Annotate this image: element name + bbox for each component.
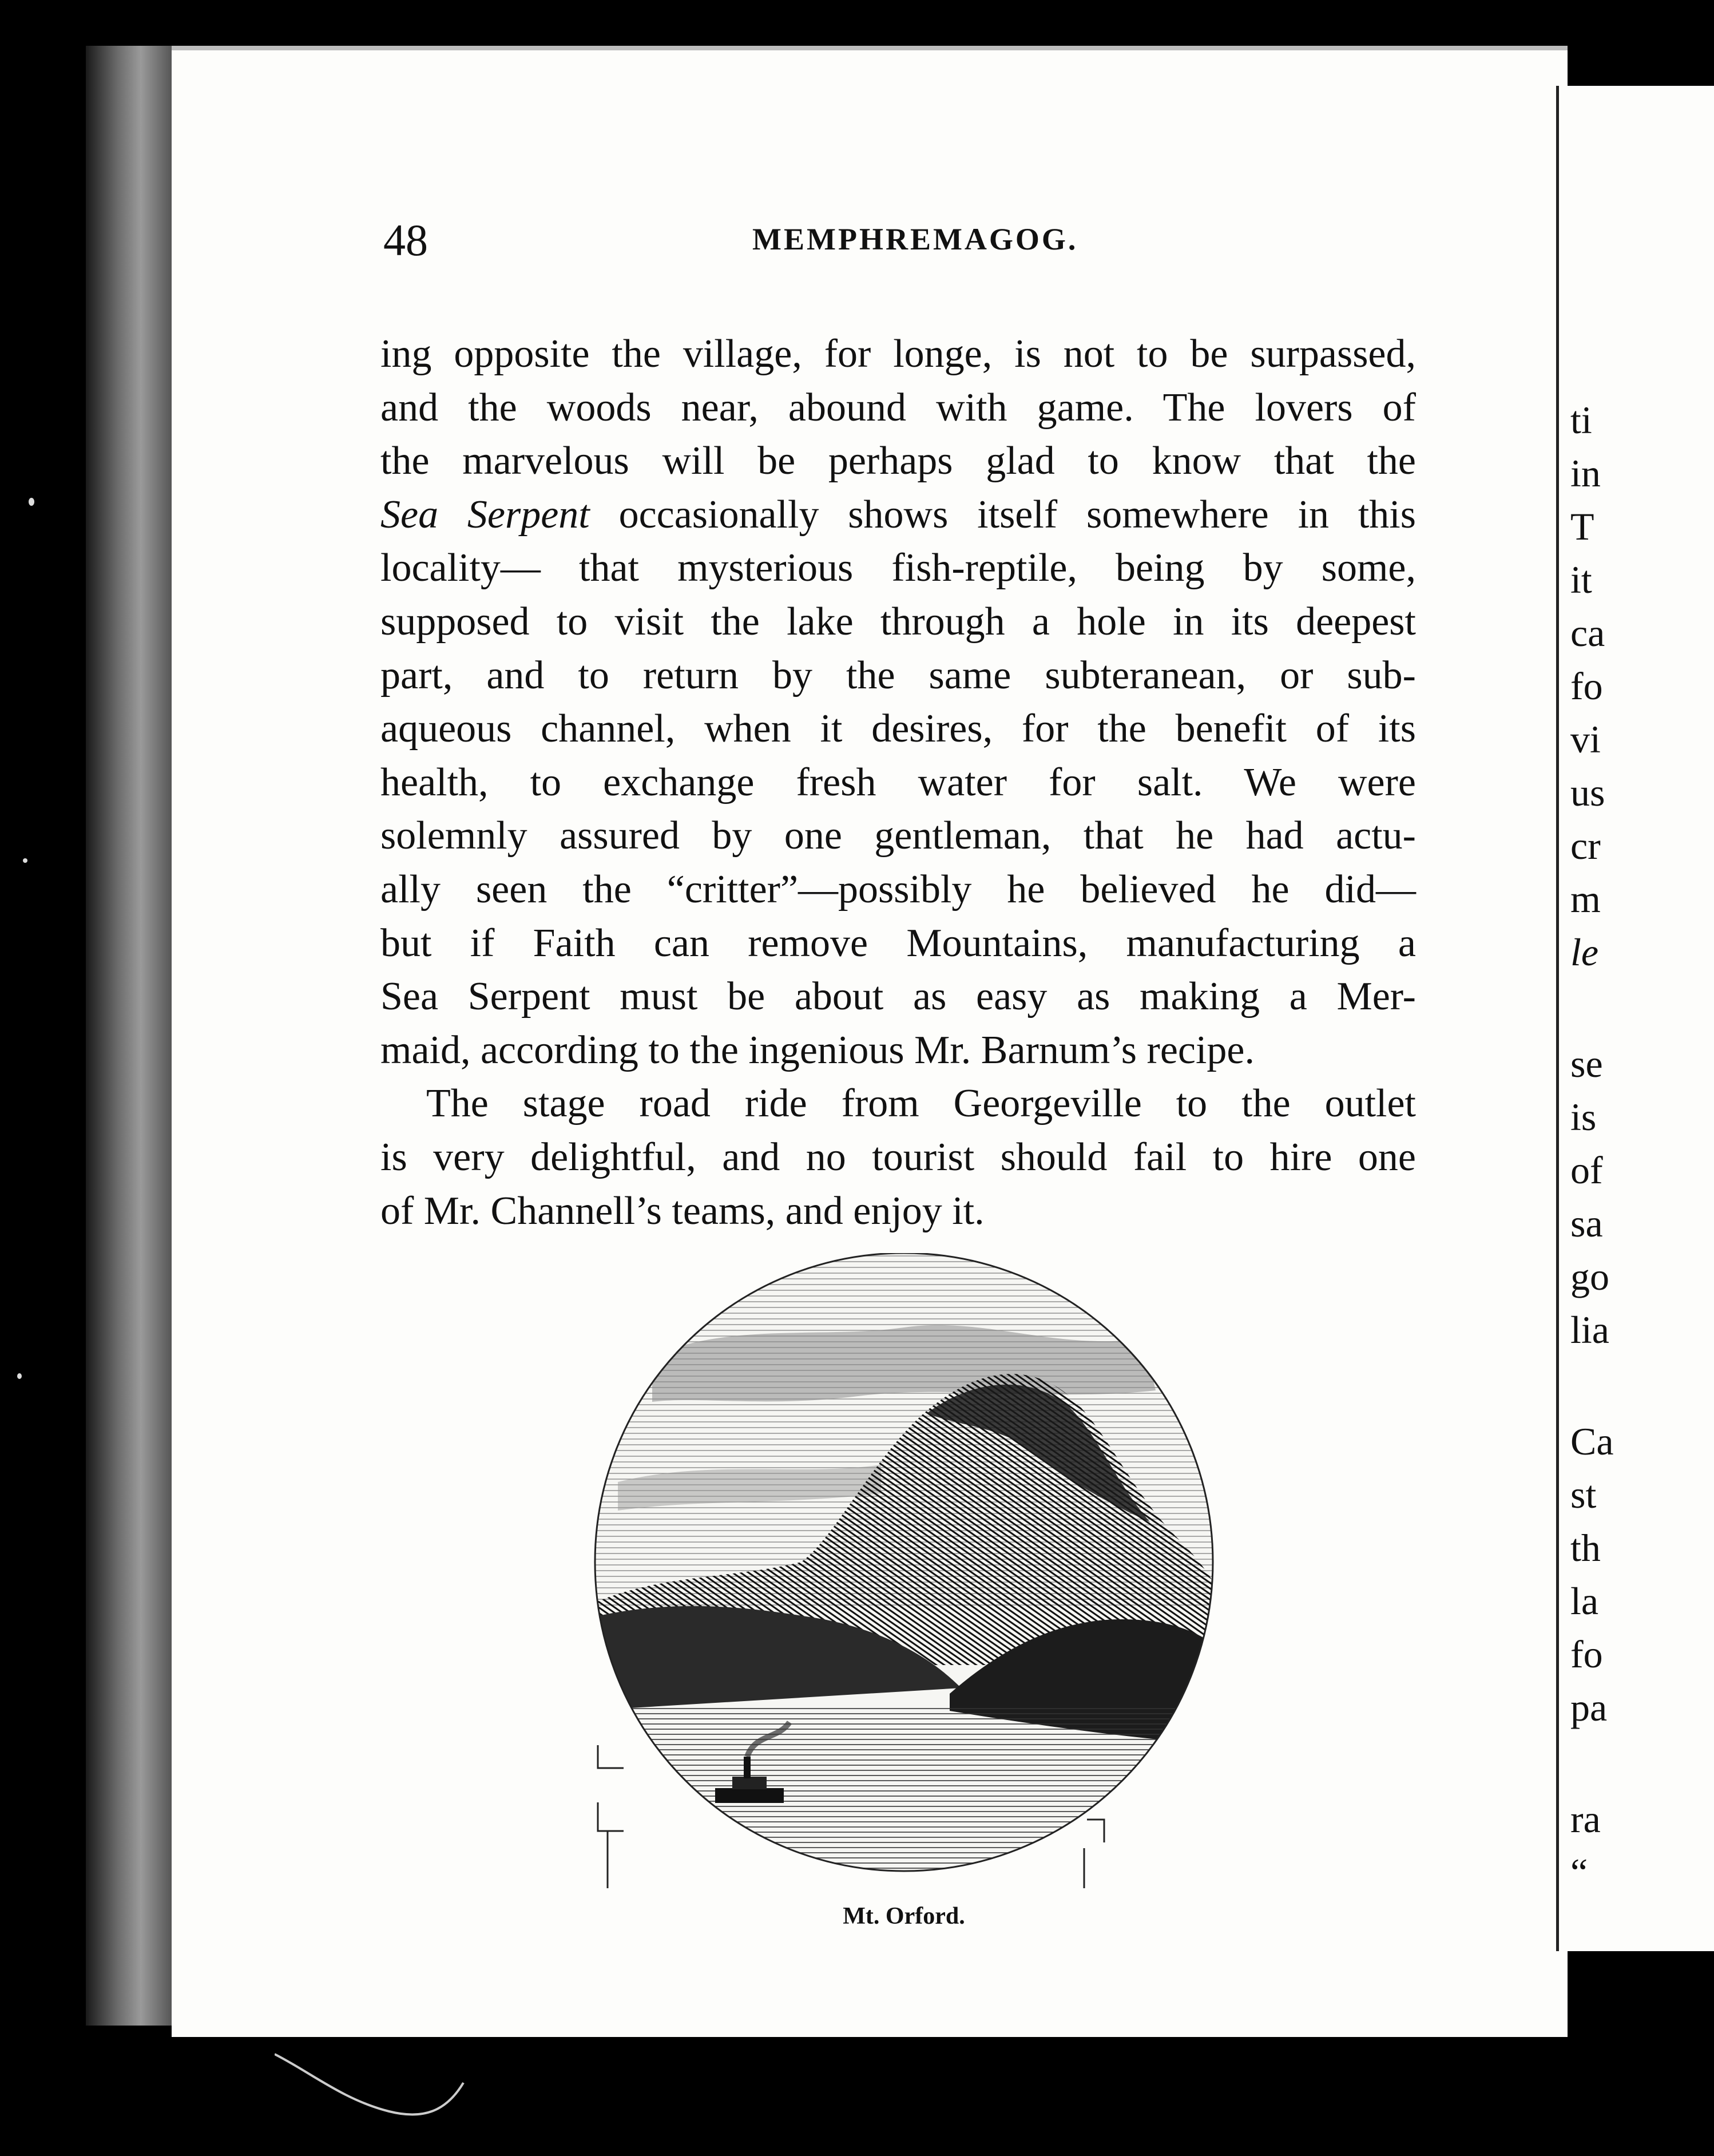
facing-fragment: se bbox=[1570, 1042, 1603, 1085]
figure-caption: Mt. Orford. bbox=[843, 1903, 965, 1929]
facing-fragment: ti bbox=[1570, 398, 1592, 442]
italic-phrase: Sea Serpent bbox=[380, 492, 590, 537]
facing-fragment: pa bbox=[1570, 1686, 1608, 1729]
text-line: maid, according to the ingenious Mr. Barnum’s recipe. bbox=[380, 1028, 1255, 1072]
text-line: and the woods near, abound with game. The lovers of bbox=[380, 385, 1416, 430]
scan-speck bbox=[29, 498, 34, 506]
text-line: part, and to return by the same subteranean, or sub- bbox=[380, 653, 1416, 697]
text-line: The stage road ride from Georgeville to the outlet bbox=[426, 1081, 1416, 1126]
facing-fragment: vi bbox=[1570, 718, 1601, 761]
page-number: 48 bbox=[383, 215, 428, 265]
facing-fragment: ca bbox=[1570, 611, 1605, 655]
text-line: is very delightful, and no tourist should fail to hire one bbox=[380, 1135, 1416, 1179]
text-line: but if Faith can remove Mountains, manufacturing a bbox=[380, 921, 1416, 965]
facing-fragment: fo bbox=[1570, 664, 1603, 708]
facing-page-edge bbox=[1556, 86, 1714, 1951]
text-line: locality— that mysterious fish-reptile, being by some, bbox=[380, 546, 1416, 590]
text-line-italic-start bbox=[380, 488, 1416, 542]
scan-artifact-curve bbox=[275, 2048, 503, 2134]
text-line: health, to exchange fresh water for salt. We were bbox=[380, 760, 1416, 804]
text-line: Sea Serpent must be about as easy as making a Mer- bbox=[380, 974, 1416, 1019]
text-line: of Mr. Channell’s teams, and enjoy it. bbox=[380, 1188, 985, 1233]
facing-fragment: it bbox=[1570, 558, 1592, 601]
facing-fragment: of bbox=[1570, 1148, 1603, 1192]
text-line: ally seen the “critter”—possibly he believed he did— bbox=[380, 867, 1416, 911]
facing-fragment: T bbox=[1570, 505, 1594, 548]
facing-fragment: in bbox=[1570, 451, 1601, 495]
text-line: supposed to visit the lake through a hole in its deepest bbox=[380, 599, 1416, 644]
facing-fragment: st bbox=[1570, 1473, 1597, 1516]
text-line: the marvelous will be perhaps glad to know that the bbox=[380, 439, 1416, 483]
running-head: MEMPHREMAGOG. bbox=[752, 222, 1078, 256]
facing-fragment: le bbox=[1570, 930, 1599, 974]
facing-fragment: ra bbox=[1570, 1797, 1601, 1841]
mt-orford-engraving bbox=[584, 1253, 1224, 1894]
facing-fragment: lia bbox=[1570, 1308, 1609, 1352]
facing-fragment: sa bbox=[1570, 1202, 1603, 1245]
body-text bbox=[380, 327, 1416, 1238]
book-spine bbox=[86, 46, 177, 2026]
facing-fragment: go bbox=[1570, 1255, 1609, 1298]
lake bbox=[584, 1705, 1224, 1894]
facing-fragment: la bbox=[1570, 1579, 1599, 1623]
facing-fragment: Ca bbox=[1570, 1420, 1614, 1463]
facing-fragment: “ bbox=[1570, 1850, 1588, 1894]
text-line: ing opposite the village, for longe, is not to be surpassed, bbox=[380, 332, 1416, 376]
facing-fragment: cr bbox=[1570, 824, 1601, 867]
scan-speck bbox=[17, 1373, 22, 1379]
scan-speck bbox=[23, 858, 27, 863]
facing-fragment: us bbox=[1570, 771, 1605, 814]
facing-fragment: fo bbox=[1570, 1632, 1603, 1676]
text-line: solemnly assured by one gentleman, that he had actu- bbox=[380, 814, 1416, 858]
text-line-rest: occasionally shows itself somewhere in this bbox=[618, 492, 1416, 537]
facing-fragment: th bbox=[1570, 1526, 1601, 1570]
text-line: aqueous channel, when it desires, for the benefit of its bbox=[380, 707, 1416, 751]
facing-fragment: is bbox=[1570, 1095, 1597, 1139]
facing-fragment: m bbox=[1570, 877, 1601, 921]
page-header bbox=[383, 215, 1413, 272]
